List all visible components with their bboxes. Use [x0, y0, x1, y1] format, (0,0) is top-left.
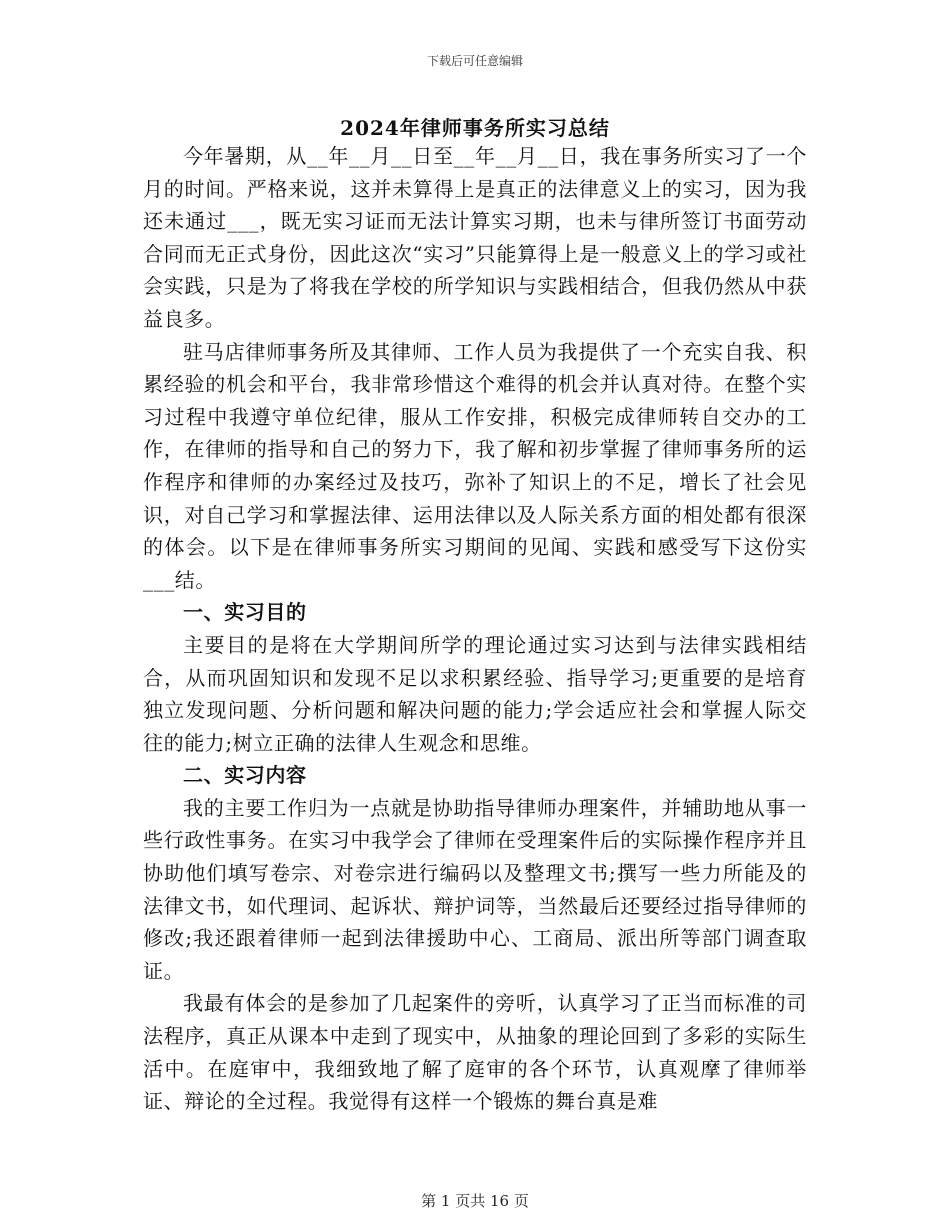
- paragraph-work: 我的主要工作归为一点就是协助指导律师办理案件，并辅助地从事一些行政性事务。在实习中我学会了律师在受理案件后的实际操作程序并且协助他们填写卷宗、对卷宗进行编码以及整理文书;撰写一些力所能及的法律文书，如代理词、起诉状、辩护词等，当然最后还要经过指导律师的修改;我还跟着律师一起到法律援助中心、工商局、派出所等部门调查取证。: [143, 795, 808, 983]
- document-body: [143, 140, 807, 1118]
- header-note: 下载后可任意编辑: [426, 54, 523, 68]
- paragraph-intro: 今年暑期，从__年__月__日至__年__月__日，我在事务所实习了一个月的时间。严格来说，这并未算得上是真正的法律意义上的实习，因为我还未通过___，既无实习证而无法计算实习期，也未与律所签订书面劳动合同而无正式身份，因此这次“实习”只能算得上是一般意义上的学习或社会实践，只是为了将我在学校的所学知识与实践相结合，但我仍然从中获益良多。: [143, 144, 807, 331]
- paragraph-firm: 驻马店律师事务所及其律师、工作人员为我提供了一个充实自我、积累经验的机会和平台，我非常珍惜这个难得的机会并认真对待。在整个实习过程中我遵守单位纪律，服从工作安排，积极完成律师转自交办的工作，在律师的指导和自己的努力下，我了解和初步掌握了律师事务所的运作程序和律师的办案经过及技巧，弥补了知识上的不足，增长了社会见识，对自己学习和掌握法律、运用法律以及人际关系方面的相处都有很深的体会。以下是在律师事务所实习期间的见闻、实践和感受写下这份实___结。: [143, 339, 807, 592]
- section-heading-content: 二、实习内容: [183, 763, 307, 788]
- section-heading-purpose: 一、实习目的: [183, 600, 307, 625]
- page-number: 第 1 页共 16 页: [421, 1192, 529, 1210]
- page-title: 2024年律师事务所实习总结: [340, 116, 610, 140]
- paragraph-experience: 我最有体会的是参加了几起案件的旁听，认真学习了正当而标准的司法程序，真正从课本中走到了现实中，从抽象的理论回到了多彩的实际生活中。在庭审中，我细致地了解了庭审的各个环节，认真观摩了律师举证、辩论的全过程。我觉得有这样一个锻炼的舞台真是难: [143, 991, 807, 1114]
- paragraph-purpose: 主要目的是将在大学期间所学的理论通过实习达到与法律实践相结合，从而巩固知识和发现不足以求积累经验、指导学习;更重要的是培育独立发现问题、分析问题和解决问题的能力;学会适应社会和掌握人际交往的能力;树立正确的法律人生观念和思维。: [143, 632, 807, 755]
